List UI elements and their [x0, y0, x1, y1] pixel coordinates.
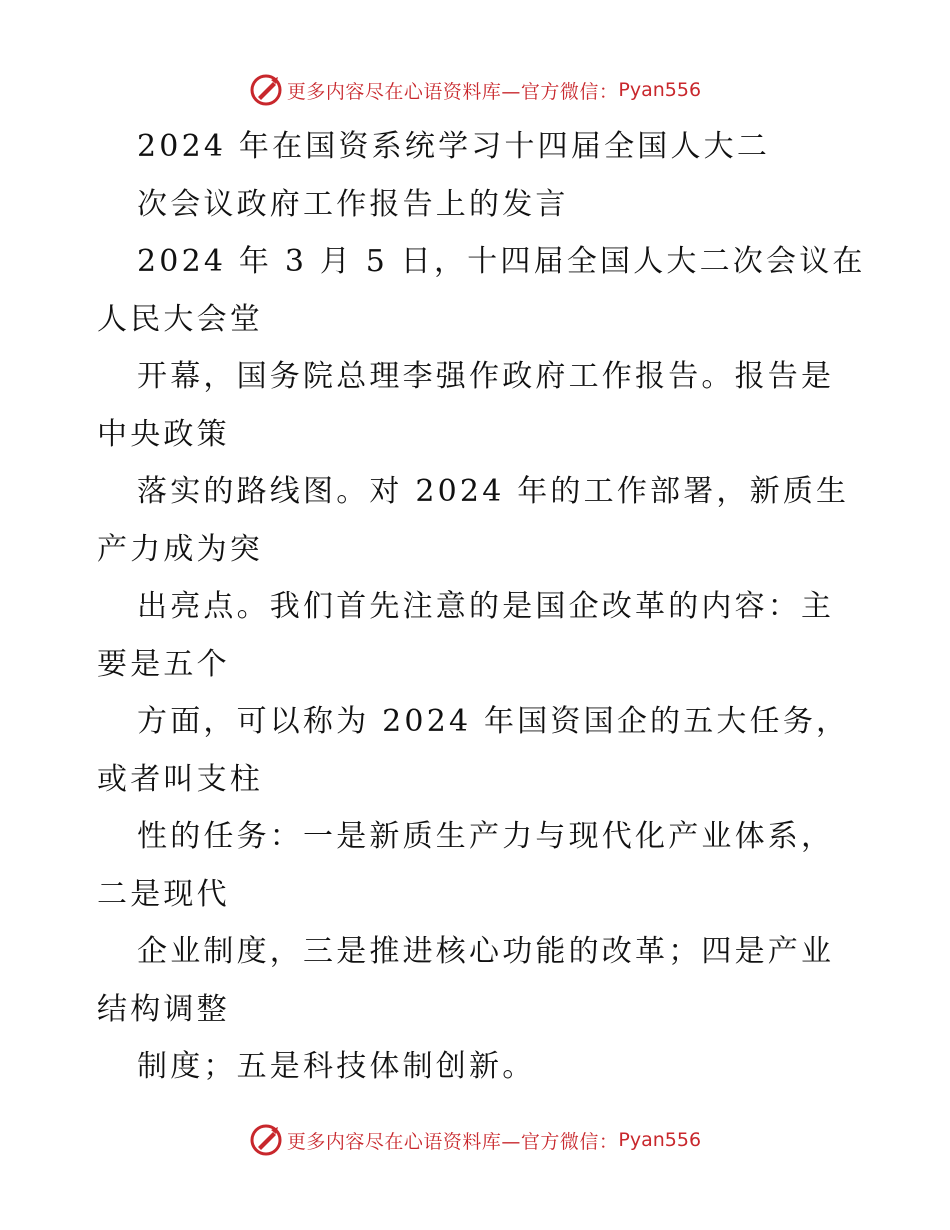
paragraph-line: 次会议政府工作报告上的发言	[137, 186, 569, 222]
paragraph-line: 结构调整	[97, 991, 230, 1027]
paragraph-line: 人民大会堂	[97, 301, 263, 337]
paragraph-line: 出亮点。我们首先注意的是国企改革的内容：主	[137, 589, 835, 624]
header-wechat-id: Pyan556	[618, 79, 702, 101]
paragraph-line: 开幕，国务院总理李强作政府工作报告。报告是	[137, 359, 835, 394]
paragraph-line: 方面，可以称为 2024 年国资国企的五大任务，	[137, 704, 850, 739]
paragraph-line: 2024 年 3 月 5 日，十四届全国人大二次会议在	[137, 244, 866, 279]
quill-seal-icon	[249, 73, 283, 107]
paragraph-line: 2024 年在国资系统学习十四届全国人大二	[137, 129, 771, 164]
paragraph-line: 二是现代	[97, 876, 230, 912]
header-watermark-text: 更多内容尽在心语资料库—官方微信：	[286, 80, 619, 103]
document-body	[97, 118, 866, 1096]
paragraph-line: 制度；五是科技体制创新。	[137, 1049, 536, 1084]
footer-wechat-id: Pyan556	[618, 1129, 702, 1151]
footer-watermark-text: 更多内容尽在心语资料库—官方微信：	[286, 1130, 619, 1153]
paragraph-line: 性的任务：一是新质生产力与现代化产业体系，	[137, 819, 835, 854]
paragraph-line: 或者叫支柱	[97, 761, 263, 797]
quill-seal-icon	[249, 1123, 283, 1157]
paragraph-line: 要是五个	[97, 646, 230, 682]
paragraph-line: 产力成为突	[97, 531, 263, 567]
paragraph-line: 落实的路线图。对 2024 年的工作部署，新质生	[137, 474, 850, 509]
header-watermark	[0, 70, 950, 110]
paragraph-line: 企业制度，三是推进核心功能的改革；四是产业	[137, 934, 835, 969]
paragraph-line: 中央政策	[97, 416, 230, 452]
footer-watermark	[0, 1120, 950, 1160]
